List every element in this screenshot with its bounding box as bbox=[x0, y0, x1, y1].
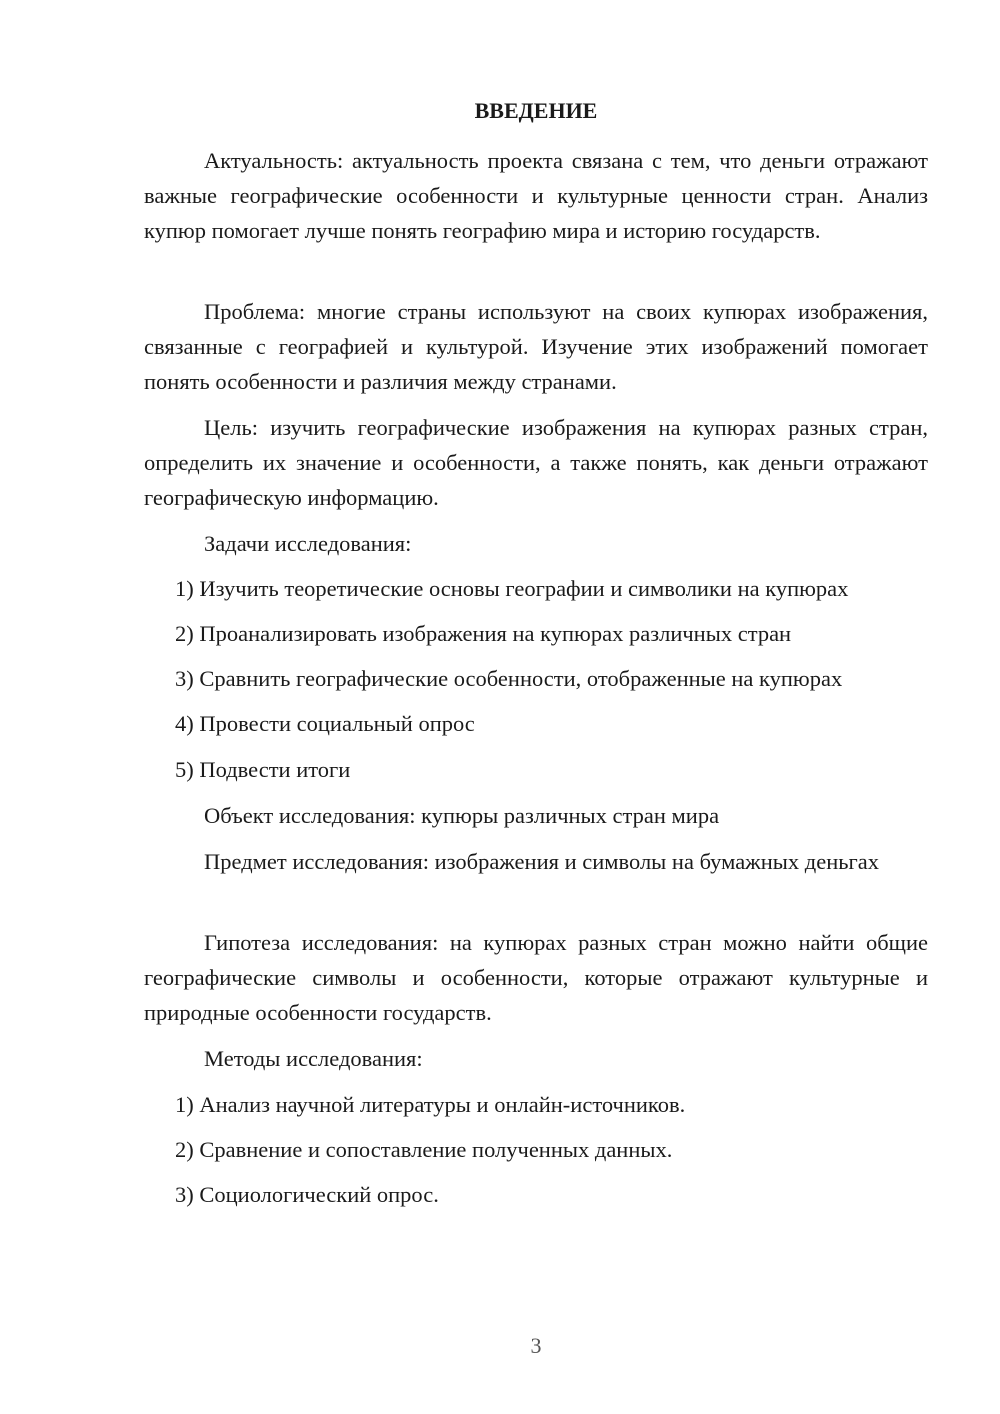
tasks-heading: Задачи исследования: bbox=[204, 531, 412, 556]
goal-paragraph: Цель: изучить географические изображения на купюрах разных стран, определить их значение и особенности, а также понять, как деньги отражают географическую информацию. bbox=[144, 415, 928, 510]
task-item-2: 2) Проанализировать изображения на купюрах различных стран bbox=[175, 621, 792, 646]
method-item-3: 3) Социологический опрос. bbox=[175, 1182, 439, 1207]
section-title: ВВЕДЕНИЕ bbox=[474, 98, 598, 123]
task-item-1: 1) Изучить теоретические основы географии и символики на купюрах bbox=[175, 576, 849, 601]
task-item-3: 3) Сравнить географические особенности, отображенные на купюрах bbox=[175, 666, 843, 691]
problem-paragraph: Проблема: многие страны используют на своих купюрах изображения, связанные с географией и культурой. Изучение этих изображений помогает понять особенности и различия между странами. bbox=[144, 299, 928, 394]
page-number: 3 bbox=[530, 1333, 542, 1358]
task-item-4: 4) Провести социальный опрос bbox=[175, 711, 475, 736]
task-item-5: 5) Подвести итоги bbox=[175, 757, 351, 782]
relevance-paragraph: Актуальность: актуальность проекта связана с тем, что деньги отражают важные географические особенности и культурные ценности стран. Анализ купюр помогает лучше понять географию мира и историю государств. bbox=[144, 148, 928, 243]
method-item-1: 1) Анализ научной литературы и онлайн-источников. bbox=[175, 1092, 686, 1117]
object-paragraph: Объект исследования: купюры различных стран мира bbox=[204, 803, 720, 828]
subject-paragraph: Предмет исследования: изображения и символы на бумажных деньгах bbox=[204, 849, 879, 874]
methods-heading: Методы исследования: bbox=[204, 1046, 423, 1071]
hypothesis-paragraph: Гипотеза исследования: на купюрах разных стран можно найти общие географические символы и особенности, которые отражают культурные и природные особенности государств. bbox=[144, 930, 928, 1025]
method-item-2: 2) Сравнение и сопоставление полученных данных. bbox=[175, 1137, 673, 1162]
